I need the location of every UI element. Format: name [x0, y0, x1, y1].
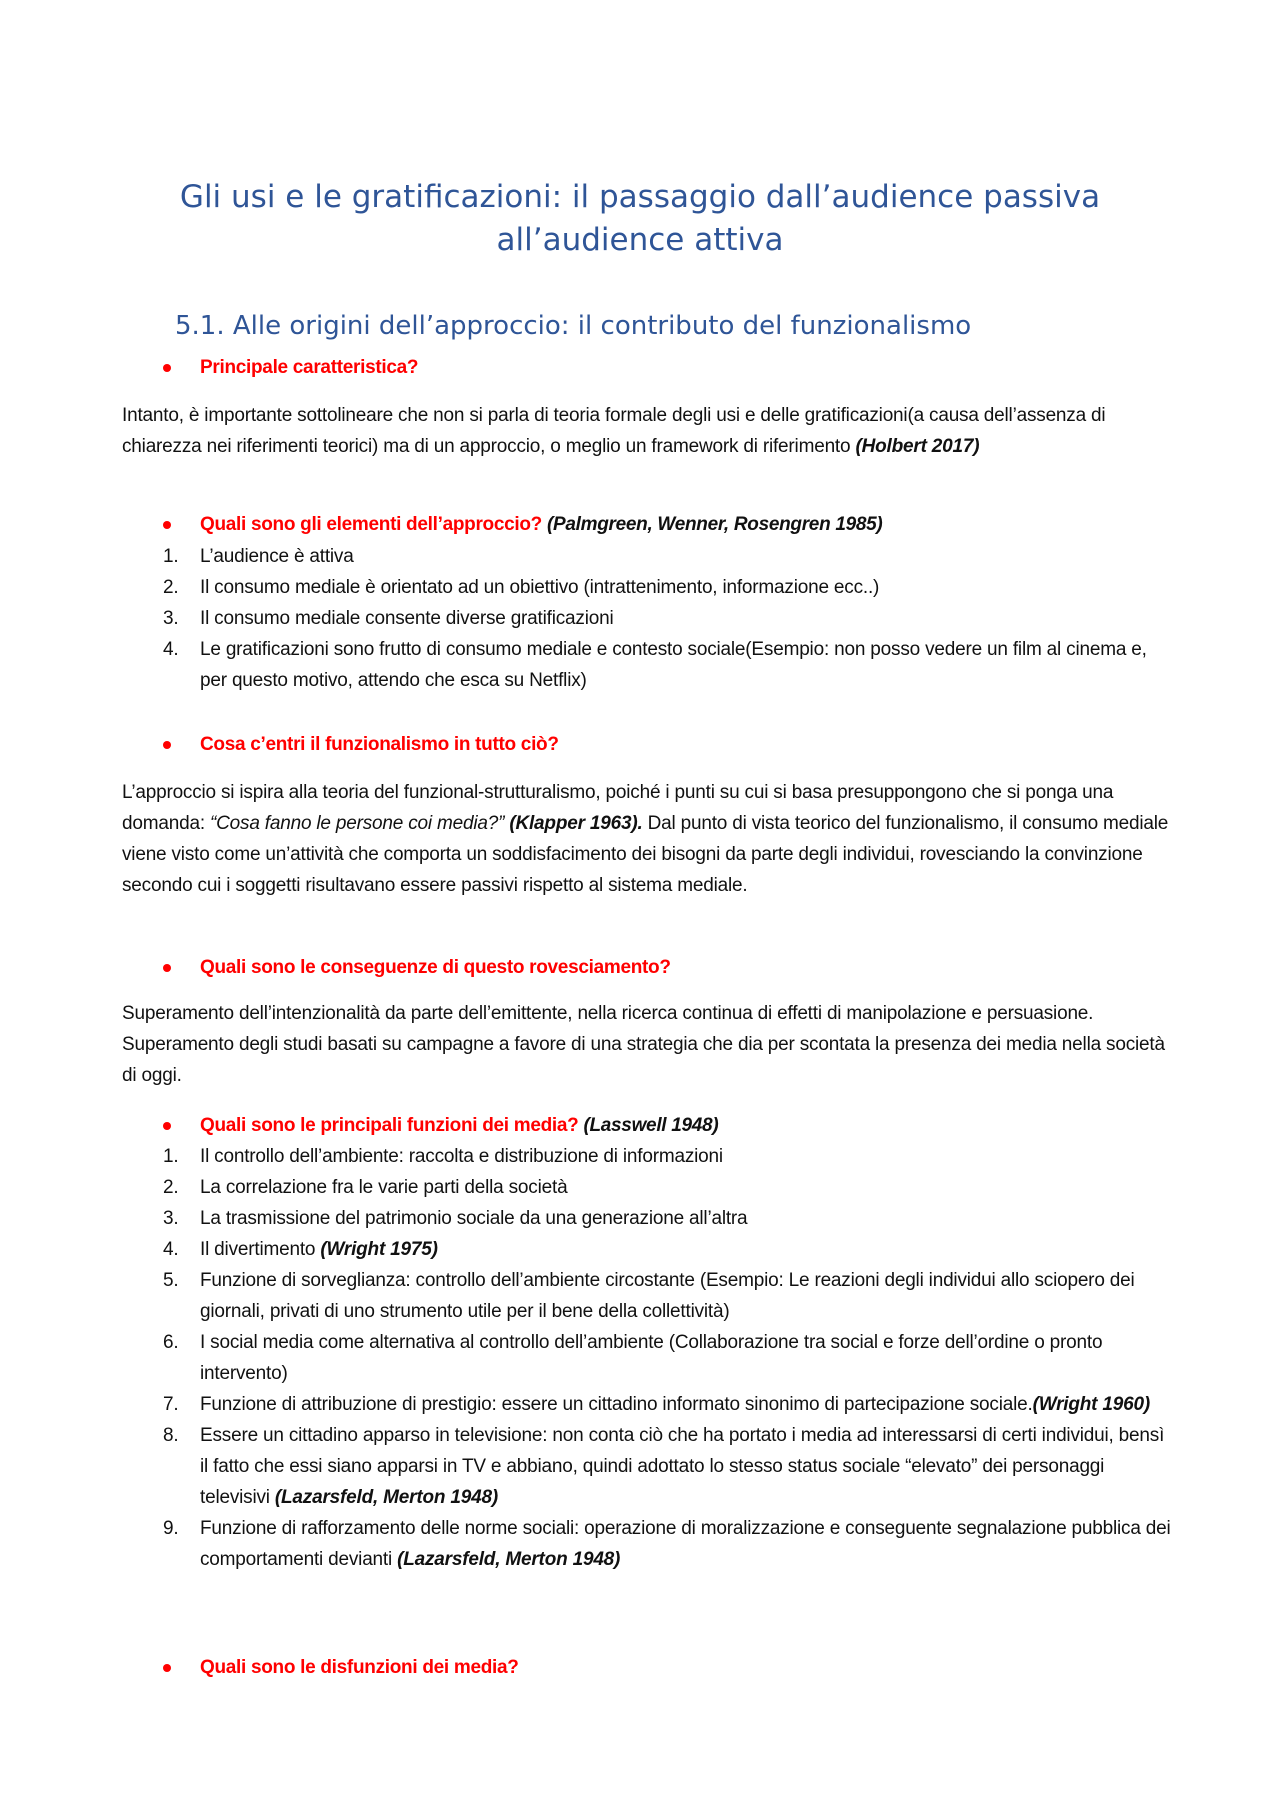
numbered-list — [163, 541, 1173, 696]
section-heading: 5.1. Alle origini dell’approccio: il contributo del funzionalismo — [175, 311, 972, 341]
list-item: 9. Funzione di rafforzamento delle norme sociali: operazione di moralizzazione e conseguente segnalazione pubblica dei comportamenti devianti (Lazarsfeld, Merton 1948) — [163, 1518, 1171, 1570]
bullet-icon — [163, 1664, 171, 1672]
paragraph: Superamento dell’intenzionalità da parte dell’emittente, nella ricerca continua di effetti di manipolazione e persuasione. Superamento degli studi basati su campagne a favore di una strategia che dia per scontata la presenza dei media nella società di oggi. — [122, 1003, 1165, 1086]
list-item: 3. La trasmissione del patrimonio sociale da una generazione all’altra — [163, 1208, 748, 1229]
question-text: Quali sono gli elementi dell’approccio? — [200, 514, 542, 535]
question-text: Principale caratteristica? — [200, 357, 419, 378]
question-text: Quali sono le disfunzioni dei media? — [200, 1657, 519, 1678]
list-item: 5. Funzione di sorveglianza: controllo dell’ambiente circostante (Esempio: Le reazioni degli individui allo sciopero dei giornali, privati di uno strumento utile per il bene della collettività) — [163, 1270, 1135, 1322]
citation: (Palmgreen, Wenner, Rosengren 1985) — [546, 514, 883, 535]
citation: (Lasswell 1948) — [583, 1115, 719, 1136]
list-item: 2. Il consumo mediale è orientato ad un obiettivo (intrattenimento, informazione ecc..) — [163, 577, 880, 598]
citation: (Wright 1960) — [1032, 1394, 1150, 1415]
numbered-list — [163, 1141, 1173, 1575]
quote: “Cosa fanno le persone coi media?” — [210, 813, 505, 834]
bullet-icon — [163, 964, 171, 972]
bullet-icon — [163, 364, 171, 372]
list-item: 6. I social media come alternativa al controllo dell’ambiente (Collaborazione tra social e forze dell’ordine o pronto intervento) — [163, 1332, 1103, 1384]
list-item: 3. Il consumo mediale consente diverse gratificazioni — [163, 608, 614, 629]
list-item: 7. Funzione di attribuzione di prestigio: essere un cittadino informato sinonimo di partecipazione sociale.(Wright 1960) — [163, 1394, 1150, 1415]
citation: (Wright 1975) — [320, 1239, 438, 1260]
bullet-icon — [163, 521, 171, 529]
list-item: 1. L’audience è attiva — [163, 546, 354, 567]
question-text: Quali sono le principali funzioni dei media? — [200, 1115, 579, 1136]
paragraph — [122, 400, 1172, 462]
paragraph: L’approccio si ispira alla teoria del funzional-strutturalismo, poiché i punti su cui si basa presuppongono che si ponga una domanda: “Cosa fanno le persone coi media?” (Klapper 1963). Dal punto di vista teorico del funzionalismo, il consumo mediale viene visto come un’attività che comporta un soddisfacimento dei bisogni da parte degli individui, rovesciando la convinzione secondo cui i soggetti risultavano essere passivi rispetto al sistema mediale. — [122, 782, 1169, 896]
list-item: 4. Le gratificazioni sono frutto di consumo mediale e contesto sociale(Esempio: non posso vedere un film al cinema e, per questo motivo, attendo che esca su Netflix) — [163, 639, 1147, 691]
document-title: Gli usi e le gratificazioni: il passaggio dall’audience passiva all’audience attiva — [179, 179, 1101, 258]
paragraph-text: Intanto, è importante sottolineare che non si parla di teoria formale degli usi e delle gratificazioni(a causa dell’assenza di chiarezza nei riferimenti teorici) ma di un approccio, o meglio un framework di riferimento — [122, 405, 1106, 457]
bullet-icon — [163, 741, 171, 749]
list-item: 2. La correlazione fra le varie parti della società — [163, 1177, 568, 1198]
list-item: 4. Il divertimento (Wright 1975) — [163, 1239, 438, 1260]
citation: (Klapper 1963). — [509, 813, 643, 834]
citation: (Lazarsfeld, Merton 1948) — [397, 1549, 621, 1570]
citation: (Holbert 2017) — [855, 436, 980, 457]
citation: (Lazarsfeld, Merton 1948) — [274, 1487, 498, 1508]
list-item: 1. Il controllo dell’ambiente: raccolta e distribuzione di informazioni — [163, 1146, 723, 1167]
question-text: Quali sono le conseguenze di questo rovesciamento? — [200, 957, 671, 978]
bullet-icon — [163, 1122, 171, 1130]
list-item: 8. Essere un cittadino apparso in televisione: non conta ciò che ha portato i media ad interessarsi di certi individui, bensì il fatto che essi siano apparsi in TV e abbiano, quindi adottato lo stesso status sociale “elevato” dei personaggi televisivi (Lazarsfeld, Merton 1948) — [163, 1425, 1165, 1508]
question-text: Cosa c’entri il funzionalismo in tutto ciò? — [200, 734, 559, 755]
